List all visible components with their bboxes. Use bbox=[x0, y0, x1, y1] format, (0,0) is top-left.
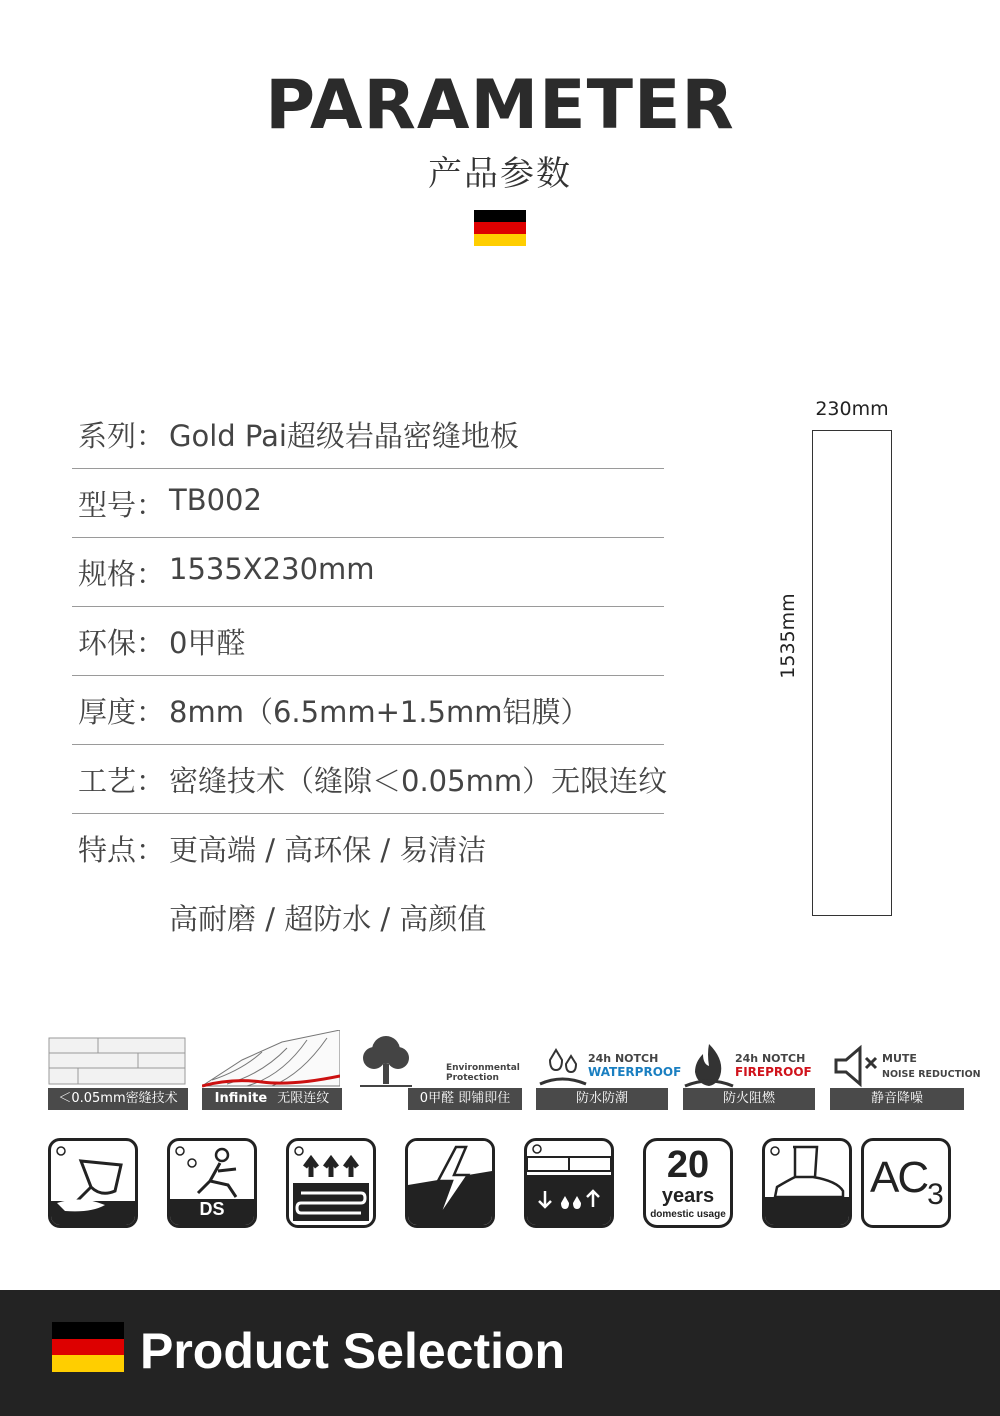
footer-banner bbox=[0, 1290, 1000, 1416]
flame-icon bbox=[683, 1030, 735, 1090]
param-label: 厚度： bbox=[78, 695, 166, 729]
feature-waterproof bbox=[536, 1030, 682, 1110]
feature-mute bbox=[830, 1030, 981, 1110]
stain-resistant-icon bbox=[48, 1138, 138, 1228]
param-label: 系列： bbox=[78, 419, 166, 453]
feature-eco bbox=[356, 1030, 520, 1110]
param-value: 1535X230mm bbox=[169, 552, 375, 586]
param-row-features-continued bbox=[72, 883, 664, 952]
feature-label: 静音降噪 bbox=[830, 1088, 964, 1110]
param-row-features bbox=[72, 814, 664, 883]
param-row-thickness bbox=[72, 676, 664, 745]
feature-caption: NOISE REDUCTION bbox=[882, 1069, 981, 1080]
feature-caption-accent: FIREPROOF bbox=[735, 1065, 812, 1079]
warranty-note: domestic usage bbox=[650, 1209, 726, 1220]
param-row-model bbox=[72, 469, 664, 538]
feature-label: 0甲醛 即铺即住 bbox=[408, 1088, 522, 1110]
feature-caption-accent: WATERPROOF bbox=[588, 1065, 682, 1079]
germany-flag-icon bbox=[474, 210, 526, 246]
param-label: 工艺： bbox=[78, 764, 166, 798]
feature-caption: Protection bbox=[446, 1073, 499, 1083]
ac3-subscript: 3 bbox=[927, 1178, 942, 1211]
ac3-rating-icon bbox=[861, 1138, 951, 1228]
speaker-mute-icon bbox=[830, 1030, 882, 1090]
plank-length-label: 1535mm bbox=[777, 593, 799, 679]
feature-caption: 24h NOTCH bbox=[588, 1052, 659, 1065]
anti-slip-icon bbox=[167, 1138, 257, 1228]
param-row-craft bbox=[72, 745, 668, 814]
param-row-series bbox=[72, 400, 664, 469]
feature-infinite-grain bbox=[202, 1030, 342, 1110]
feature-fireproof bbox=[683, 1030, 823, 1110]
param-value: 更高端 / 高环保 / 易清洁 bbox=[169, 833, 487, 867]
param-value: 密缝技术（缝隙＜0.05mm）无限连纹 bbox=[169, 764, 668, 798]
warranty-icon bbox=[643, 1138, 733, 1228]
ac3-text: AC bbox=[870, 1153, 928, 1202]
param-label: 特点： bbox=[78, 833, 166, 867]
param-label: 环保： bbox=[78, 626, 166, 660]
param-row-size bbox=[72, 538, 664, 607]
anti-slip-label: DS bbox=[199, 1199, 225, 1219]
feature-label-bold: Infinite bbox=[214, 1091, 268, 1106]
param-value: Gold Pai超级岩晶密缝地板 bbox=[169, 419, 519, 453]
feature-label: 防水防潮 bbox=[536, 1088, 668, 1110]
param-value: 0甲醛 bbox=[169, 626, 246, 660]
parameter-list bbox=[72, 400, 668, 952]
plank-width-label: 230mm bbox=[815, 398, 889, 420]
param-label: 型号： bbox=[78, 488, 166, 522]
wear-resistant-icon bbox=[762, 1138, 852, 1228]
moisture-barrier-icon bbox=[524, 1138, 614, 1228]
page-title: PARAMETER bbox=[265, 66, 735, 145]
param-row-eco bbox=[72, 607, 664, 676]
param-value: TB002 bbox=[169, 483, 262, 517]
plank-outline bbox=[812, 430, 892, 916]
feature-label bbox=[202, 1088, 342, 1110]
warranty-number: 20 bbox=[666, 1144, 710, 1186]
page-subtitle: 产品参数 bbox=[428, 154, 572, 194]
feature-seam bbox=[48, 1030, 188, 1110]
feature-label: 防火阻燃 bbox=[683, 1088, 815, 1110]
tree-icon bbox=[356, 1030, 416, 1088]
feature-label-text: 无限连纹 bbox=[277, 1091, 330, 1106]
feature-caption: 24h NOTCH bbox=[735, 1052, 806, 1065]
feature-caption: MUTE bbox=[882, 1052, 917, 1065]
footer-title: Product Selection bbox=[140, 1323, 566, 1379]
germany-flag-icon bbox=[52, 1322, 124, 1372]
feature-label: ＜0.05mm密缝技术 bbox=[48, 1088, 188, 1110]
floor-heating-icon bbox=[286, 1138, 376, 1228]
feature-caption: Environmental bbox=[446, 1063, 520, 1073]
warranty-unit: years bbox=[661, 1185, 715, 1207]
water-drops-icon bbox=[536, 1030, 588, 1090]
antistatic-icon bbox=[405, 1138, 495, 1228]
plank-seam-icon bbox=[48, 1030, 186, 1086]
param-label: 规格： bbox=[78, 557, 166, 591]
param-value: 高耐磨 / 超防水 / 高颜值 bbox=[169, 902, 487, 936]
param-value: 8mm（6.5mm+1.5mm铝膜） bbox=[169, 695, 590, 729]
wood-grain-icon bbox=[202, 1030, 340, 1090]
